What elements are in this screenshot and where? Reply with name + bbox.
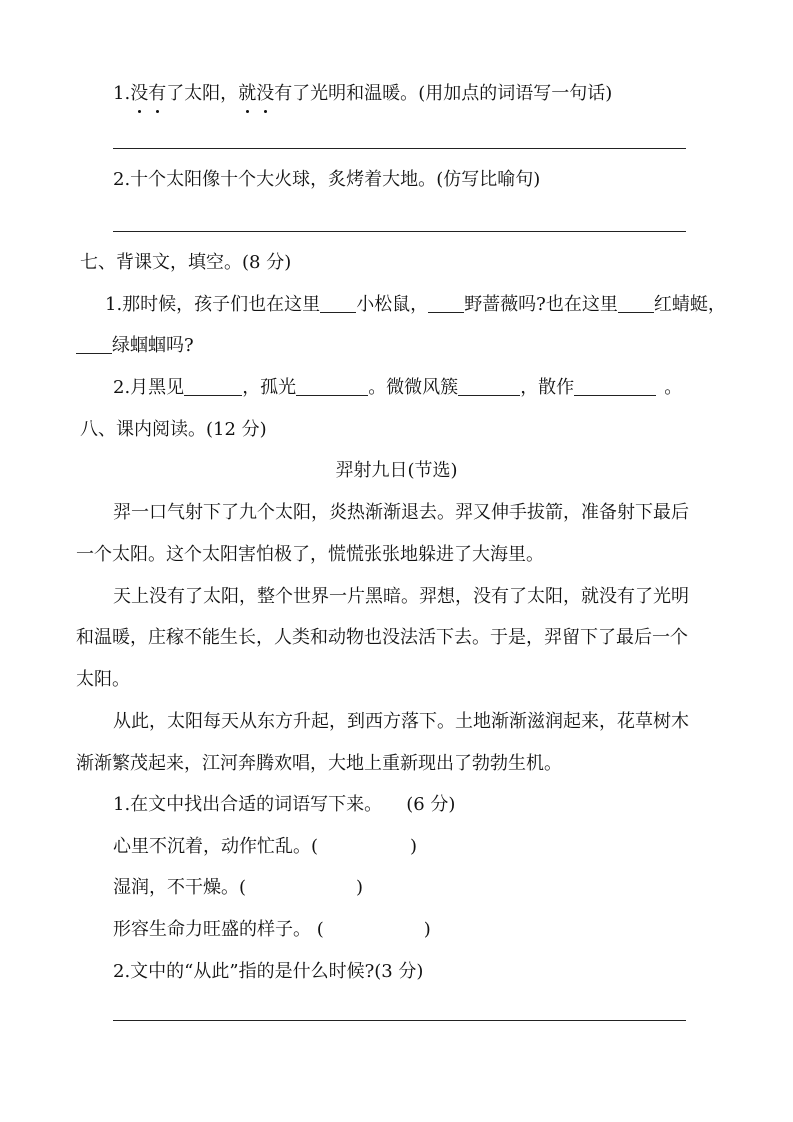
vocab-definition: 形容生命力旺盛的样子。 ( bbox=[113, 919, 324, 940]
question-text: 红蜻蜓， bbox=[653, 294, 726, 315]
question-text: 2.十个太阳像十个大火球，炙烤着大地。 bbox=[113, 169, 437, 190]
emphasized-char: 没 bbox=[256, 83, 275, 104]
question-text: ，散作 bbox=[520, 377, 575, 398]
question-text: 。 bbox=[664, 377, 683, 398]
question-text: ，孤光 bbox=[242, 377, 297, 398]
question-text: 1.在文中找出合适的词语写下来。 bbox=[113, 794, 383, 815]
fill-blank[interactable] bbox=[320, 294, 356, 313]
question-text: 绿蝈蝈吗? bbox=[112, 335, 194, 356]
fill-blank[interactable] bbox=[428, 294, 464, 313]
close-paren: ) bbox=[356, 877, 364, 898]
fill-blank[interactable] bbox=[458, 377, 520, 396]
question-text: 。微微风簇 bbox=[368, 377, 459, 398]
passage-line: 渐渐繁茂起来，江河奔腾欢唱，大地上重新现出了勃勃生机。 bbox=[76, 753, 562, 774]
question-7-2 bbox=[113, 376, 682, 400]
passage-title: 羿射九日(节选) bbox=[335, 460, 458, 481]
vocab-definition: 湿润，不干燥。( bbox=[113, 877, 247, 898]
fill-blank[interactable] bbox=[296, 377, 368, 396]
vocab-item bbox=[113, 876, 363, 900]
answer-line[interactable] bbox=[113, 148, 686, 149]
question-text: 小松鼠， bbox=[356, 294, 429, 315]
question-text: 2.月黑见 bbox=[113, 377, 185, 398]
vocab-item bbox=[113, 835, 417, 859]
answer-line[interactable] bbox=[113, 1020, 686, 1021]
section-heading-8: 八、课内阅读。(12 分) bbox=[80, 419, 267, 440]
close-paren: ) bbox=[410, 836, 418, 857]
fill-blank[interactable] bbox=[76, 335, 112, 354]
fill-blank[interactable] bbox=[618, 294, 654, 313]
vocab-definition: 心里不沉着，动作忙乱。( bbox=[113, 836, 319, 857]
question-text: 1.那时候，孩子们也在这里 bbox=[105, 294, 321, 315]
emphasized-char: 有 bbox=[148, 83, 167, 104]
emphasized-char: 没 bbox=[130, 83, 149, 104]
question-points: (6 分) bbox=[406, 794, 456, 815]
question-6-2 bbox=[113, 168, 540, 192]
question-7-1 bbox=[105, 293, 726, 317]
fill-blank[interactable] bbox=[184, 377, 242, 396]
question-8-2: 2.文中的“从此”指的是什么时候?(3 分) bbox=[113, 961, 424, 982]
question-6-1 bbox=[113, 82, 612, 106]
passage-line: 从此，太阳每天从东方升起，到西方落下。土地渐渐滋润起来，花草树木 bbox=[113, 711, 689, 732]
question-instruction: (仿写比喻句) bbox=[436, 169, 541, 190]
question-text: 了太阳， bbox=[166, 83, 239, 104]
question-7-1-cont bbox=[76, 334, 194, 358]
section-heading-7: 七、背课文，填空。(8 分) bbox=[80, 252, 292, 273]
fill-blank[interactable] bbox=[574, 377, 656, 396]
question-text: 野蔷薇吗?也在这里 bbox=[464, 294, 618, 315]
passage-line: 和温暖，庄稼不能生长，人类和动物也没法活下去。于是，羿留下了最后一个 bbox=[76, 627, 688, 648]
question-instruction: (用加点的词语写一句话) bbox=[418, 83, 613, 104]
answer-line[interactable] bbox=[113, 231, 686, 232]
question-number: 1. bbox=[113, 83, 131, 104]
passage-line: 羿一口气射下了九个太阳，炎热渐渐退去。羿又伸手拔箭，准备射下最后 bbox=[113, 502, 689, 523]
vocab-item bbox=[113, 918, 431, 942]
passage-line: 天上没有了太阳，整个世界一片黑暗。羿想，没有了太阳，就没有了光明 bbox=[113, 586, 689, 607]
question-text: 有了光明和温暖。 bbox=[274, 83, 419, 104]
question-8-1 bbox=[113, 793, 455, 817]
close-paren: ) bbox=[423, 919, 431, 940]
emphasized-char: 就 bbox=[238, 83, 257, 104]
passage-line: 太阳。 bbox=[76, 669, 130, 690]
passage-line: 一个太阳。这个太阳害怕极了，慌慌张张地躲进了大海里。 bbox=[76, 544, 544, 565]
